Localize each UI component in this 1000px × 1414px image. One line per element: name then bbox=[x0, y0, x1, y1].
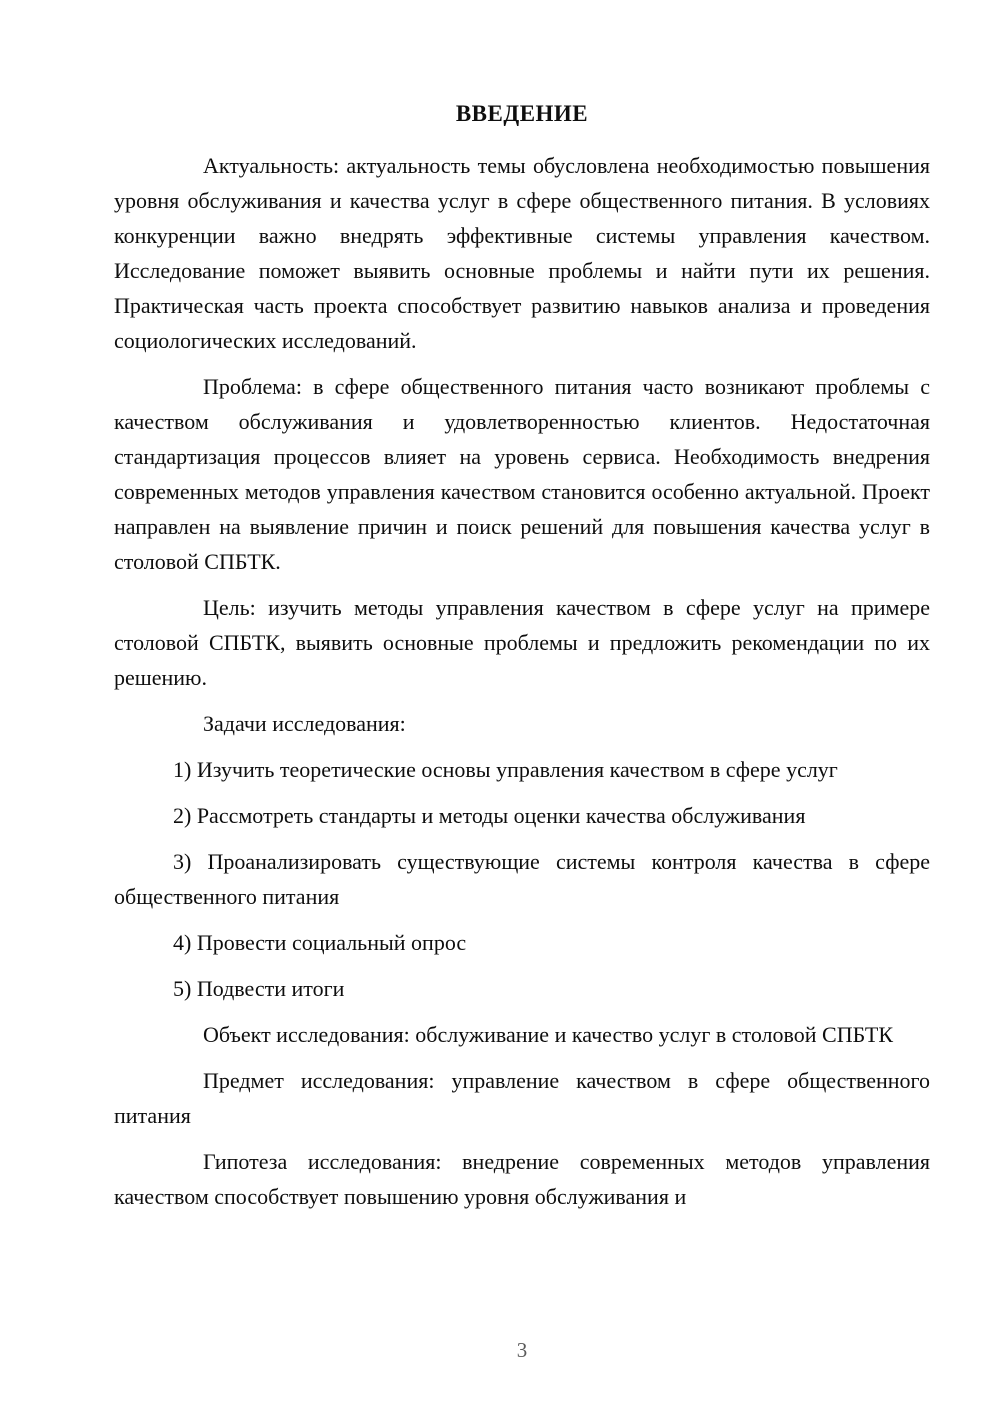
task-list-item-5: 5) Подвести итоги bbox=[173, 976, 345, 1001]
paragraph-relevance: Актуальность: актуальность темы обусловлена необходимостью повышения уровня обслуживания и качества услуг в сфере общественного питания. В условиях конкуренции важно внедрять эффективные системы управления качеством. Исследование поможет выявить основные проблемы и найти пути их решения. Практическая часть проекта способствует развитию навыков анализа и проведения социологических исследований. bbox=[114, 153, 930, 353]
paragraph-tasks-heading: Задачи исследования: bbox=[203, 711, 406, 736]
paragraph-goal: Цель: изучить методы управления качеством в сфере услуг на примере столовой СПБТК, выявить основные проблемы и предложить рекомендации по их решению. bbox=[114, 595, 930, 690]
task-list-item-1: 1) Изучить теоретические основы управления качеством в сфере услуг bbox=[173, 757, 838, 782]
paragraph-problem: Проблема: в сфере общественного питания часто возникают проблемы с качеством обслуживания и удовлетворенностью клиентов. Недостаточная стандартизация процессов влияет на уровень сервиса. Необходимость внедрения современных методов управления качеством становится особенно актуальной. Проект направлен на выявление причин и поиск решений для повышения качества услуг в столовой СПБТК. bbox=[114, 374, 930, 574]
section-title: ВВЕДЕНИЕ bbox=[455, 101, 589, 126]
paragraph-hypothesis: Гипотеза исследования: внедрение современных методов управления качеством способствует повышению уровня обслуживания и bbox=[114, 1149, 930, 1209]
task-list-item-2: 2) Рассмотреть стандарты и методы оценки качества обслуживания bbox=[173, 803, 806, 828]
paragraph-object: Объект исследования: обслуживание и качество услуг в столовой СПБТК bbox=[203, 1022, 894, 1047]
paragraph-subject: Предмет исследования: управление качеством в сфере общественного питания bbox=[114, 1068, 930, 1128]
task-list-item-4: 4) Провести социальный опрос bbox=[173, 930, 467, 955]
task-list-item-3: 3) Проанализировать существующие системы контроля качества в сфере общественного питания bbox=[114, 849, 930, 909]
page-number: 3 bbox=[516, 1338, 528, 1362]
